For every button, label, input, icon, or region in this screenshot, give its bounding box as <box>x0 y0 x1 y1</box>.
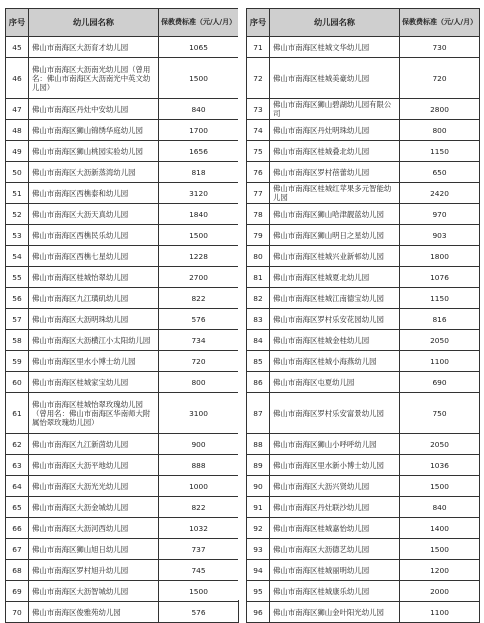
cell-fee: 576 <box>159 602 239 623</box>
cell-no: 64 <box>6 476 29 497</box>
header-fee: 保教费标准（元/人/月） <box>159 9 239 37</box>
cell-no: 54 <box>6 246 29 267</box>
cell-no: 84 <box>247 330 270 351</box>
table-row <box>6 581 239 602</box>
table-row <box>6 560 239 581</box>
cell-name: 佛山市南海区狮山金叶阳光幼儿园 <box>270 602 400 623</box>
table-row <box>247 309 480 330</box>
cell-fee: 822 <box>159 288 239 309</box>
cell-no: 50 <box>6 162 29 183</box>
table-row <box>247 518 480 539</box>
cell-fee: 822 <box>159 497 239 518</box>
cell-name: 佛山市南海区大沥河西幼儿园 <box>29 518 159 539</box>
table-row <box>6 539 239 560</box>
cell-name: 佛山市南海区大沥平地幼儿园 <box>29 455 159 476</box>
cell-fee: 1036 <box>400 455 480 476</box>
cell-fee: 2050 <box>400 434 480 455</box>
cell-no: 47 <box>6 99 29 120</box>
cell-name: 佛山市南海区西樵民乐幼儿园 <box>29 225 159 246</box>
table-row <box>247 183 480 204</box>
cell-no: 57 <box>6 309 29 330</box>
table-row <box>247 476 480 497</box>
cell-no: 69 <box>6 581 29 602</box>
table-row <box>6 455 239 476</box>
cell-no: 96 <box>247 602 270 623</box>
cell-no: 61 <box>6 393 29 434</box>
cell-name: 佛山市南海区罗村乐安富景幼儿园 <box>270 393 400 434</box>
cell-fee: 2050 <box>400 330 480 351</box>
cell-fee: 1100 <box>400 602 480 623</box>
cell-fee: 2420 <box>400 183 480 204</box>
cell-fee: 720 <box>159 351 239 372</box>
cell-name: 佛山市南海区桂城嘉怡幼儿园 <box>270 518 400 539</box>
table-row <box>6 225 239 246</box>
table-row <box>6 288 239 309</box>
cell-name: 佛山市南海区狮山哈津靓蓝幼儿园 <box>270 204 400 225</box>
cell-name: 佛山市南海区大沥金城幼儿园 <box>29 497 159 518</box>
header-fee: 保教费标准（元/人/月） <box>400 9 480 37</box>
table-header-row <box>6 9 239 37</box>
cell-name: 佛山市南海区大沥兴贤幼儿园 <box>270 476 400 497</box>
cell-fee: 1150 <box>400 141 480 162</box>
header-no: 序号 <box>247 9 270 37</box>
table-row <box>6 602 239 623</box>
table-row <box>247 497 480 518</box>
cell-fee: 840 <box>159 99 239 120</box>
cell-name: 佛山市南海区西樵七星幼儿园 <box>29 246 159 267</box>
table-row <box>6 351 239 372</box>
cell-fee: 888 <box>159 455 239 476</box>
cell-name: 佛山市南海区大沥光光幼儿园 <box>29 476 159 497</box>
cell-name: 佛山市南海区九江璜矶幼儿园 <box>29 288 159 309</box>
cell-name: 佛山市南海区桂城家宝幼儿园 <box>29 372 159 393</box>
table-row <box>6 497 239 518</box>
cell-name: 佛山市南海区丹灶明珠幼儿园 <box>270 120 400 141</box>
cell-name: 佛山市南海区屯夏幼儿园 <box>270 372 400 393</box>
cell-name: 佛山市南海区西樵泰和幼儿园 <box>29 183 159 204</box>
cell-no: 93 <box>247 539 270 560</box>
table-row <box>247 351 480 372</box>
table-row <box>247 372 480 393</box>
cell-no: 58 <box>6 330 29 351</box>
cell-name: 佛山市南海区狮山明日之星幼儿园 <box>270 225 400 246</box>
table-row <box>247 330 480 351</box>
table-row <box>6 141 239 162</box>
table-row <box>6 434 239 455</box>
cell-name: 佛山市南海区大沥育才幼儿园 <box>29 37 159 58</box>
cell-name: 佛山市南海区桂城夏北幼儿园 <box>270 267 400 288</box>
table-row <box>6 99 239 120</box>
cell-fee: 840 <box>400 497 480 518</box>
cell-name: 佛山市南海区狮山锦绣华庭幼儿园 <box>29 120 159 141</box>
fee-table-left <box>5 8 239 623</box>
cell-fee: 745 <box>159 560 239 581</box>
cell-fee: 576 <box>159 309 239 330</box>
cell-fee: 1500 <box>400 539 480 560</box>
cell-no: 63 <box>6 455 29 476</box>
cell-no: 92 <box>247 518 270 539</box>
cell-no: 82 <box>247 288 270 309</box>
cell-name: 佛山市南海区大沥南光幼儿园（曾用名：佛山市南海区大沥南光中英文幼儿园） <box>29 58 159 99</box>
cell-fee: 2700 <box>159 267 239 288</box>
cell-fee: 734 <box>159 330 239 351</box>
cell-name: 佛山市南海区桂城美豪幼儿园 <box>270 58 400 99</box>
cell-name: 佛山市南海区桂城怡翠玫瑰幼儿园（曾用名：佛山市南海区华南师大附属怡翠玫瑰幼儿园） <box>29 393 159 434</box>
table-row <box>6 267 239 288</box>
cell-no: 59 <box>6 351 29 372</box>
table-gap <box>238 8 246 600</box>
cell-no: 94 <box>247 560 270 581</box>
header-name: 幼儿园名称 <box>270 9 400 37</box>
cell-fee: 1500 <box>159 58 239 99</box>
table-row <box>6 37 239 58</box>
cell-fee: 3120 <box>159 183 239 204</box>
cell-fee: 650 <box>400 162 480 183</box>
cell-no: 48 <box>6 120 29 141</box>
cell-no: 79 <box>247 225 270 246</box>
cell-name: 佛山市南海区大沥德艺幼儿园 <box>270 539 400 560</box>
cell-no: 51 <box>6 183 29 204</box>
cell-no: 55 <box>6 267 29 288</box>
cell-name: 佛山市南海区九江新茵幼儿园 <box>29 434 159 455</box>
cell-fee: 816 <box>400 309 480 330</box>
table-row <box>6 309 239 330</box>
cell-name: 佛山市南海区狮山小呼呼幼儿园 <box>270 434 400 455</box>
cell-name: 佛山市南海区桂城兴业新邨幼儿园 <box>270 246 400 267</box>
cell-no: 68 <box>6 560 29 581</box>
table-row <box>6 476 239 497</box>
cell-fee: 690 <box>400 372 480 393</box>
cell-no: 66 <box>6 518 29 539</box>
cell-fee: 1000 <box>159 476 239 497</box>
cell-fee: 903 <box>400 225 480 246</box>
cell-no: 71 <box>247 37 270 58</box>
cell-no: 62 <box>6 434 29 455</box>
cell-fee: 900 <box>159 434 239 455</box>
cell-name: 佛山市南海区狮山旭日幼儿园 <box>29 539 159 560</box>
cell-no: 86 <box>247 372 270 393</box>
table-row <box>247 267 480 288</box>
table-row <box>247 58 480 99</box>
cell-no: 95 <box>247 581 270 602</box>
cell-no: 80 <box>247 246 270 267</box>
cell-no: 88 <box>247 434 270 455</box>
cell-no: 73 <box>247 99 270 120</box>
table-row <box>247 99 480 120</box>
cell-fee: 1076 <box>400 267 480 288</box>
cell-name: 佛山市南海区大沥天真幼儿园 <box>29 204 159 225</box>
cell-name: 佛山市南海区桂城叠北幼儿园 <box>270 141 400 162</box>
cell-no: 78 <box>247 204 270 225</box>
cell-fee: 800 <box>400 120 480 141</box>
cell-no: 74 <box>247 120 270 141</box>
header-no: 序号 <box>6 9 29 37</box>
cell-name: 佛山市南海区大沥智城幼儿园 <box>29 581 159 602</box>
cell-name: 佛山市南海区桂城怡翠幼儿园 <box>29 267 159 288</box>
table-row <box>6 518 239 539</box>
cell-no: 56 <box>6 288 29 309</box>
table-row <box>247 120 480 141</box>
table-row <box>247 560 480 581</box>
cell-no: 46 <box>6 58 29 99</box>
cell-no: 81 <box>247 267 270 288</box>
cell-no: 77 <box>247 183 270 204</box>
cell-no: 52 <box>6 204 29 225</box>
cell-fee: 1700 <box>159 120 239 141</box>
table-row <box>247 246 480 267</box>
cell-no: 49 <box>6 141 29 162</box>
cell-fee: 1228 <box>159 246 239 267</box>
cell-name: 佛山市南海区俊雅苑幼儿园 <box>29 602 159 623</box>
cell-no: 53 <box>6 225 29 246</box>
table-row <box>247 602 480 623</box>
table-row <box>247 225 480 246</box>
cell-fee: 720 <box>400 58 480 99</box>
cell-name: 佛山市南海区桂城金桂幼儿园 <box>270 330 400 351</box>
cell-fee: 800 <box>159 372 239 393</box>
table-row <box>6 58 239 99</box>
table-row <box>6 246 239 267</box>
cell-no: 87 <box>247 393 270 434</box>
cell-fee: 1065 <box>159 37 239 58</box>
table-row <box>247 434 480 455</box>
cell-name: 佛山市南海区大沥明珠幼儿园 <box>29 309 159 330</box>
cell-fee: 750 <box>400 393 480 434</box>
cell-name: 佛山市南海区桂城丽明幼儿园 <box>270 560 400 581</box>
cell-no: 67 <box>6 539 29 560</box>
cell-name: 佛山市南海区罗村乐安花园幼儿园 <box>270 309 400 330</box>
cell-fee: 3100 <box>159 393 239 434</box>
header-name: 幼儿园名称 <box>29 9 159 37</box>
cell-fee: 737 <box>159 539 239 560</box>
cell-fee: 970 <box>400 204 480 225</box>
cell-name: 佛山市南海区桂城小海燕幼儿园 <box>270 351 400 372</box>
cell-name: 佛山市南海区桂城康乐幼儿园 <box>270 581 400 602</box>
table-row <box>6 330 239 351</box>
fee-table-right <box>246 8 480 623</box>
cell-no: 90 <box>247 476 270 497</box>
cell-no: 75 <box>247 141 270 162</box>
table-row <box>6 120 239 141</box>
cell-fee: 2000 <box>400 581 480 602</box>
cell-name: 佛山市南海区里水新小博士幼儿园 <box>270 455 400 476</box>
table-body-left <box>6 37 239 623</box>
table-row <box>6 393 239 434</box>
cell-no: 76 <box>247 162 270 183</box>
cell-name: 佛山市南海区罗村蓓蕾幼儿园 <box>270 162 400 183</box>
cell-no: 85 <box>247 351 270 372</box>
cell-fee: 1100 <box>400 351 480 372</box>
table-row <box>247 204 480 225</box>
cell-name: 佛山市南海区狮山碧湖幼儿园有限公司 <box>270 99 400 120</box>
table-row <box>247 141 480 162</box>
cell-fee: 1500 <box>159 581 239 602</box>
cell-no: 60 <box>6 372 29 393</box>
cell-name: 佛山市南海区丹灶中安幼儿园 <box>29 99 159 120</box>
table-row <box>6 204 239 225</box>
cell-fee: 1400 <box>400 518 480 539</box>
table-header-row <box>247 9 480 37</box>
table-row <box>247 393 480 434</box>
cell-name: 佛山市南海区桂城文华幼儿园 <box>270 37 400 58</box>
cell-no: 91 <box>247 497 270 518</box>
cell-fee: 1656 <box>159 141 239 162</box>
cell-name: 佛山市南海区桂城红苹果多元智能幼儿园 <box>270 183 400 204</box>
cell-fee: 1150 <box>400 288 480 309</box>
cell-name: 佛山市南海区大沥横江小太阳幼儿园 <box>29 330 159 351</box>
cell-no: 89 <box>247 455 270 476</box>
table-row <box>247 581 480 602</box>
cell-fee: 1840 <box>159 204 239 225</box>
table-row <box>247 455 480 476</box>
table-body-right <box>247 37 480 623</box>
cell-fee: 2800 <box>400 99 480 120</box>
cell-fee: 1032 <box>159 518 239 539</box>
cell-fee: 1500 <box>400 476 480 497</box>
cell-fee: 1800 <box>400 246 480 267</box>
cell-fee: 730 <box>400 37 480 58</box>
table-row <box>247 539 480 560</box>
cell-name: 佛山市南海区里水小博士幼儿园 <box>29 351 159 372</box>
cell-no: 65 <box>6 497 29 518</box>
table-row <box>247 37 480 58</box>
cell-fee: 1500 <box>159 225 239 246</box>
cell-no: 72 <box>247 58 270 99</box>
table-row <box>6 162 239 183</box>
cell-name: 佛山市南海区桂城江南德宝幼儿园 <box>270 288 400 309</box>
cell-name: 佛山市南海区丹灶联沙幼儿园 <box>270 497 400 518</box>
cell-no: 83 <box>247 309 270 330</box>
cell-no: 45 <box>6 37 29 58</box>
table-row <box>6 372 239 393</box>
table-row <box>247 288 480 309</box>
cell-name: 佛山市南海区狮山桃园实验幼儿园 <box>29 141 159 162</box>
table-row <box>6 183 239 204</box>
cell-name: 佛山市南海区罗村旭升幼儿园 <box>29 560 159 581</box>
cell-fee: 818 <box>159 162 239 183</box>
table-row <box>247 162 480 183</box>
cell-name: 佛山市南海区大沥新蒸湾幼儿园 <box>29 162 159 183</box>
cell-no: 70 <box>6 602 29 623</box>
cell-fee: 1200 <box>400 560 480 581</box>
